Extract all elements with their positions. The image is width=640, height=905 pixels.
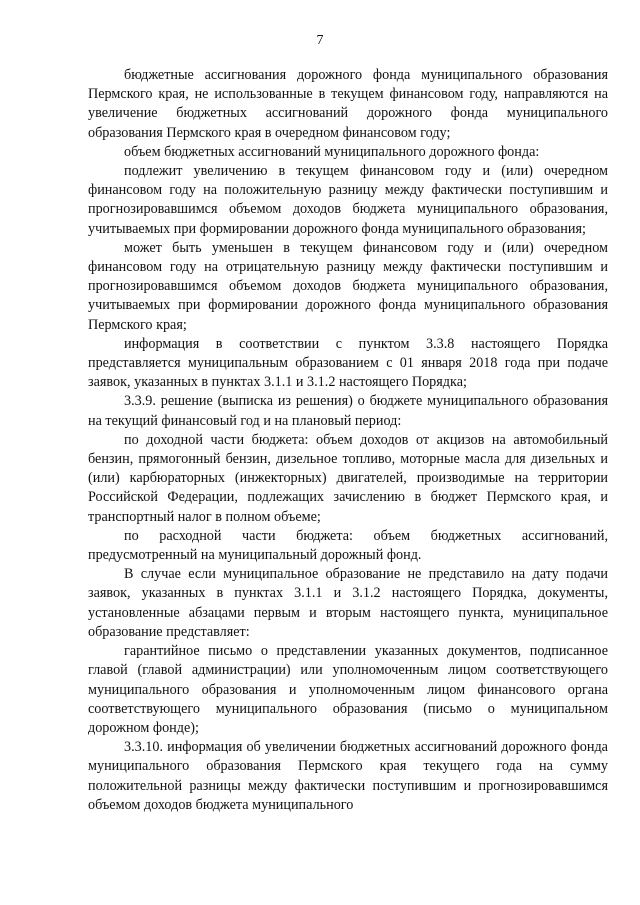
document-body	[88, 66, 608, 815]
paragraph: по расходной части бюджета: объем бюджетных ассигнований, предусмотренный на муниципальный дорожный фонд.	[88, 527, 608, 564]
paragraph: гарантийное письмо о представлении указанных документов, подписанное главой (главой администрации) или уполномоченным лицом соответствующего муниципального образования и уполномоченным лицом финансового органа соответствующего муниципального образования (письмо о муниципальном дорожном фонде);	[88, 643, 608, 736]
paragraph: может быть уменьшен в текущем финансовом году и (или) очередном финансовом году на отрицательную разницу между фактически поступившим и прогнозировавшимся объемом доходов бюджета муниципального образования, учитываемых при формировании дорожного фонда муниципального образования Пермского края;	[88, 239, 608, 333]
paragraph: информация в соответствии с пунктом 3.3.8 настоящего Порядка представляется муниципальным образованием с 01 января 2018 года при подаче заявок, указанных в пунктах 3.1.1 и 3.1.2 настоящего Порядка;	[88, 335, 608, 391]
paragraph: 3.3.10. информация об увеличении бюджетных ассигнований дорожного фонда муниципального образования Пермского края текущего года на сумму положительной разницы между фактически поступившим и прогнозировавшимся объемом доходов бюджета муниципального	[88, 739, 608, 813]
paragraph: по доходной части бюджета: объем доходов от акцизов на автомобильный бензин, прямогонный бензин, дизельное топливо, моторные масла для дизельных и (или) карбюраторных (инжекторных) двигателей, производимые на территории Российской Федерации, подлежащих зачислению в бюджет Пермского края, и транспортный налог в полном объеме;	[88, 431, 608, 525]
paragraph: 3.3.9. решение (выписка из решения) о бюджете муниципального образования на текущий финансовый год и на плановый период:	[88, 393, 608, 429]
page-number: 7	[316, 33, 324, 48]
paragraph: объем бюджетных ассигнований муниципального дорожного фонда:	[124, 143, 540, 160]
paragraph: бюджетные ассигнования дорожного фонда муниципального образования Пермского края, не использованные в текущем финансовом году, направляются на увеличение бюджетных ассигнований дорожного фонда муниципального образования Пермского края в очередном финансовом году;	[88, 67, 608, 141]
paragraph: подлежит увеличению в текущем финансовом году и (или) очередном финансовом году на положительную разницу между фактически поступившим и прогнозировавшимся объемом доходов бюджета муниципального образования, учитываемых при формировании дорожного фонда муниципального образования;	[88, 163, 608, 237]
paragraph: В случае если муниципальное образование не представило на дату подачи заявок, указанных в пунктах 3.1.1 и 3.1.2 настоящего Порядка, документы, установленные абзацами первым и вторым настоящего пункта, муниципальное образование представляет:	[88, 566, 608, 640]
